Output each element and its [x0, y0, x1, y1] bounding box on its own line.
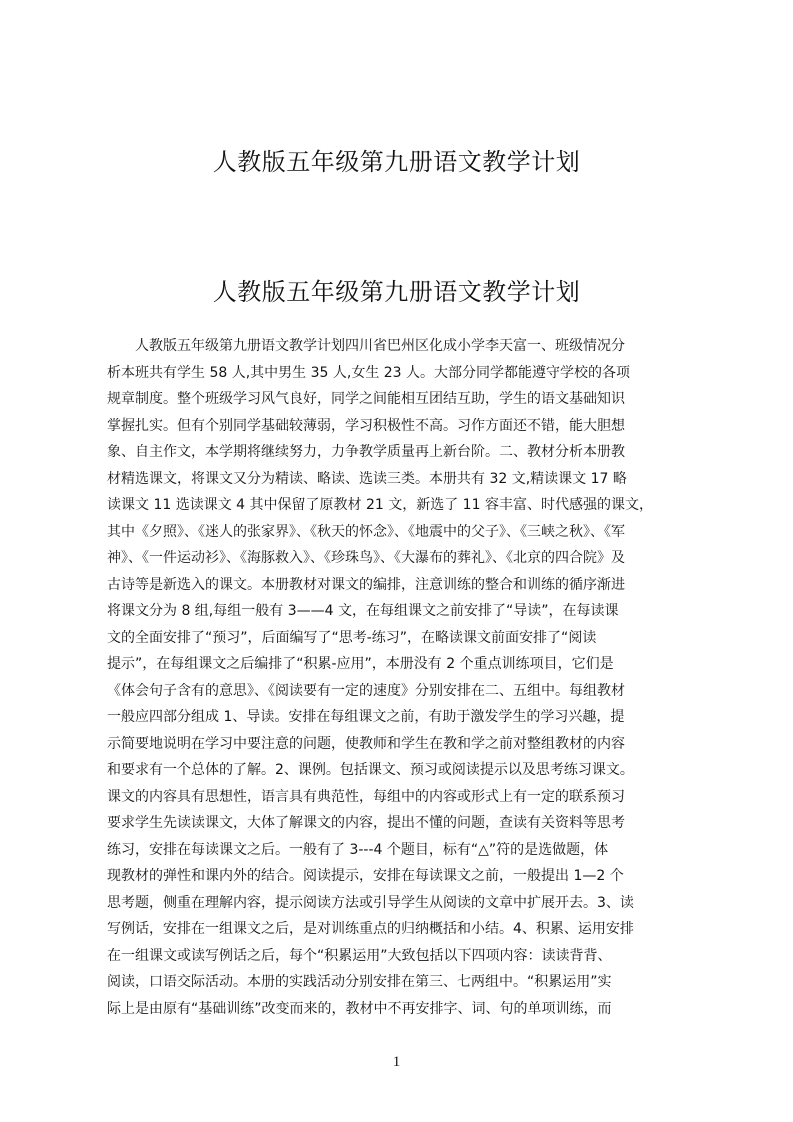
body-line: 规章制度。整个班级学习风气良好，同学之间能相互团结互助，学生的语文基础知识: [107, 391, 625, 407]
body-line: 阅读，口语交际活动。本册的实践活动分别安排在第三、七两组中。“积累运用”实: [107, 974, 612, 990]
body-line: 析本班共有学生 58 人,其中男生 35 人,女生 23 人。大部分同学都能遵守学校的各项: [107, 364, 631, 381]
body-line: 写例话，安排在一组课文之后，是对训练重点的归纳概括和小结。4、积累、运用安排: [107, 921, 634, 937]
body-line: 课文的内容具有思想性，语言具有典范性，每组中的内容或形式上有一定的联系预习: [107, 788, 625, 805]
cover-title: 人教版五年级第九册语文教学计划: [212, 148, 581, 176]
body-line: 神》、《一件运动衫》、《海豚救入》、《珍珠鸟》、《大瀑布的葬礼》、《北京的四合院》及: [107, 550, 625, 566]
body-line: 古诗等是新选入的课文。本册教材对课文的编排，注意训练的整合和训练的循序渐进: [107, 576, 625, 593]
body-line: 将课文分为 8 组,每组一般有 3——4 文，在每组课文之前安排了“导读”，在每读课: [107, 603, 619, 619]
body-line: 读课文 11 选读课文 4 其中保留了原教材 21 文，新选了 11 容丰富、时代感强的课文，: [107, 497, 653, 513]
body-line: 提示”，在每组课文之后编排了“积累-应用”，本册没有 2 个重点训练项目，它们是: [107, 656, 614, 672]
body-line: 象、自主作文，本学期将继续努力，力争教学质量再上新台阶。二、教材分析本册教: [107, 444, 625, 460]
body-line: 在一组课文或读写例话之后，每个“积累运用”大致包括以下四项内容：读读背背、: [107, 947, 612, 964]
body-line: 文的全面安排了“预习”，后面编写了“思考-练习”，在略读课文前面安排了“阅读: [107, 629, 597, 646]
page-number: 1: [392, 1054, 401, 1070]
body-text: [107, 333, 699, 1022]
body-line: 练习，安排在每读课文之后。一般有了 3---4 个题目，标有“△”符的是选做题，体: [107, 841, 609, 858]
body-line: 际上是由原有“基础训练”改变而来的，教材中不再安排字、词、句的单项训练，而: [107, 1000, 612, 1017]
body-line: 思考题，侧重在理解内容，提示阅读方法或引导学生从阅读的文章中扩展开去。3、读: [107, 894, 634, 911]
body-line: 要求学生先读读课文，大体了解课文的内容，提出不懂的问题，查读有关资料等思考: [107, 815, 625, 831]
body-line: 其中《夕照》、《迷人的张家界》、《秋天的怀念》、《地震中的父子》、《三峡之秋》、《军: [107, 523, 625, 540]
body-line: 材精选课文，将课文又分为精读、略读、选读三类。本册共有 32 文,精读课文 17 略: [107, 470, 627, 487]
body-line: 示简要地说明在学习中要注意的问题，使教师和学生在教和学之前对整组教材的内容: [107, 735, 625, 752]
body-line: 现教材的弹性和课内外的结合。阅读提示，安排在每读课文之前，一般提出 1—2 个: [107, 868, 624, 884]
body-line: 《体会句子含有的意思》、《阅读要有一定的速度》分别安排在二、五组中。每组教材: [107, 682, 625, 699]
body-line: 人教版五年级第九册语文教学计划四川省巴州区化成小学李天富一、班级情况分: [135, 338, 625, 354]
body-line: 一般应四部分组成 1、导读。安排在每组课文之前，有助于激发学生的学习兴趣，提: [107, 709, 625, 725]
body-line: 和要求有一个总体的了解。2、课例。包括课文、预习或阅读提示以及思考练习课文。: [107, 762, 634, 778]
page-heading: 人教版五年级第九册语文教学计划: [212, 278, 581, 306]
body-line: 掌握扎实。但有个别同学基础较薄弱，学习积极性不高。习作方面还不错，能大胆想: [107, 417, 625, 434]
